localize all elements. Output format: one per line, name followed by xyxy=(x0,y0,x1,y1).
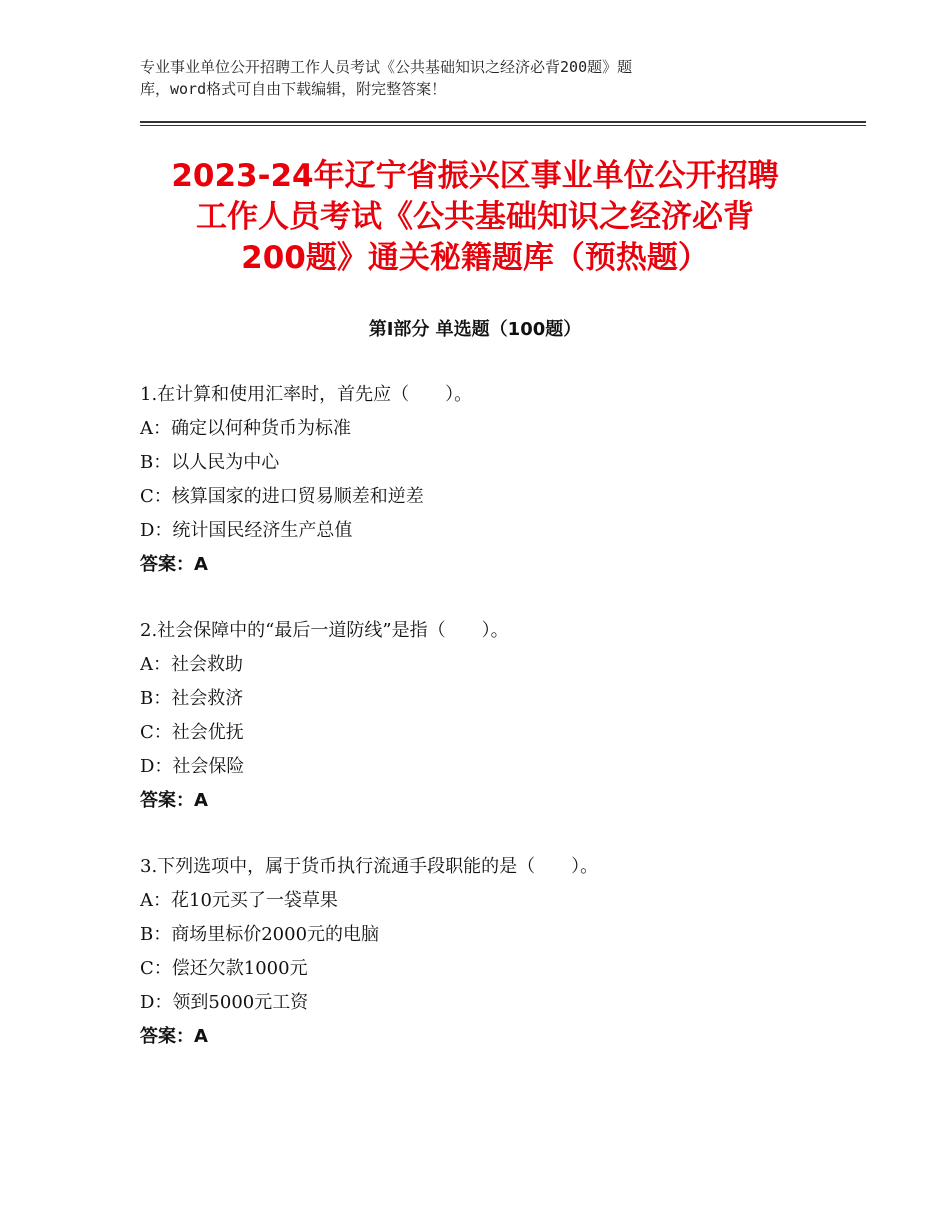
title-line: 工作人员考试《公共基础知识之经济必背 xyxy=(196,199,754,235)
option-b: B：商场里标价2000元的电脑 xyxy=(140,924,380,945)
question-list xyxy=(140,378,860,1086)
option-a: A：社会救助 xyxy=(140,654,243,675)
header-note-line: 库，word格式可自由下载编辑，附完整答案！ xyxy=(140,80,447,98)
header-note xyxy=(140,56,780,100)
option-b: B：社会救济 xyxy=(140,688,244,709)
header-divider-thin xyxy=(140,125,866,126)
option-d: D：领到5000元工资 xyxy=(140,992,309,1013)
option-d: D：统计国民经济生产总值 xyxy=(140,520,353,541)
question-item xyxy=(140,614,860,818)
question-stem: 3.下列选项中，属于货币执行流通手段职能的是（ ）。 xyxy=(140,856,599,877)
option-a: A：确定以何种货币为标准 xyxy=(140,418,351,439)
answer-label: 答案：A xyxy=(140,554,208,575)
option-d: D：社会保险 xyxy=(140,756,245,777)
option-c: C：社会优抚 xyxy=(140,722,244,743)
title-line: 2023-24年辽宁省振兴区事业单位公开招聘 xyxy=(171,158,779,194)
option-c: C：偿还欠款1000元 xyxy=(140,958,308,979)
answer-label: 答案：A xyxy=(140,790,208,811)
title-line: 200题》通关秘籍题库（预热题） xyxy=(241,240,709,276)
option-c: C：核算国家的进口贸易顺差和逆差 xyxy=(140,486,424,507)
question-stem: 1.在计算和使用汇率时，首先应（ ）。 xyxy=(140,384,473,405)
answer-label: 答案：A xyxy=(140,1026,208,1047)
question-item xyxy=(140,850,860,1054)
question-item xyxy=(140,378,860,582)
question-stem: 2.社会保障中的“最后一道防线”是指（ ）。 xyxy=(140,620,509,641)
document-title xyxy=(100,156,850,279)
option-a: A：花10元买了一袋草果 xyxy=(140,890,338,911)
section-heading: 第Ⅰ部分 单选题（100题） xyxy=(368,319,582,340)
header-divider-thick xyxy=(140,121,866,123)
option-b: B：以人民为中心 xyxy=(140,452,280,473)
header-note-line: 专业事业单位公开招聘工作人员考试《公共基础知识之经济必背200题》题 xyxy=(140,58,633,76)
